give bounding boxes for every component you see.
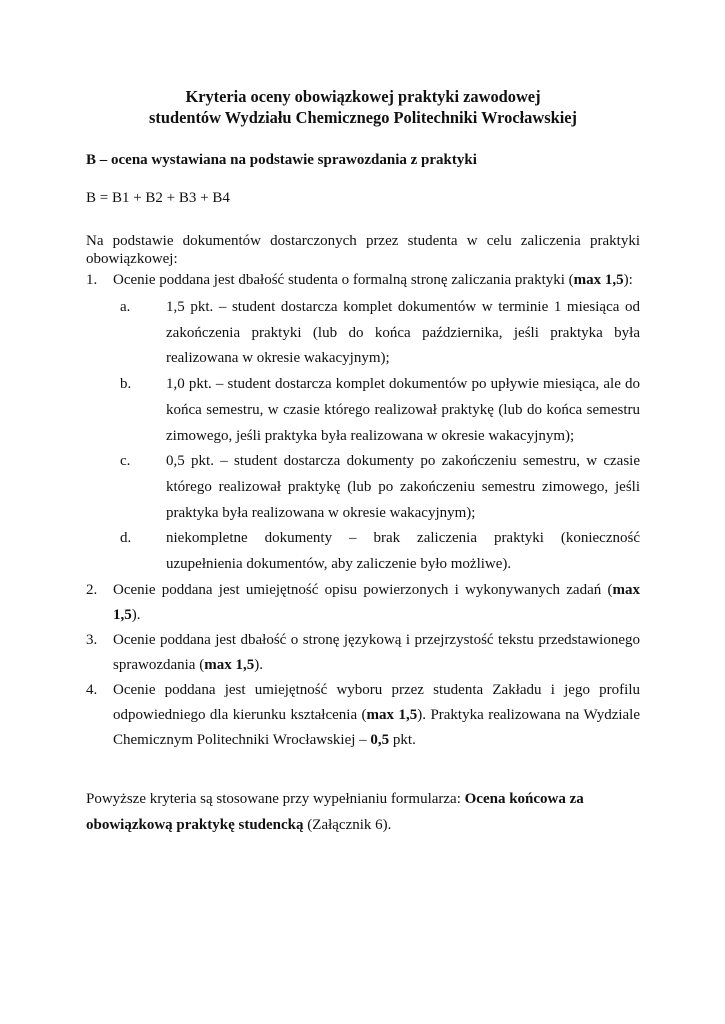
- document-page: [86, 86, 640, 838]
- closing-suffix: (Załącznik 6).: [303, 816, 392, 833]
- sub-criteria-list: [113, 295, 640, 578]
- item-text: Ocenie poddana jest dbałość o stronę językową i przejrzystość tekstu przedstawionego sprawozdania (: [113, 631, 640, 673]
- sub-item-letter: b.: [120, 376, 132, 393]
- formula: B = B1 + B2 + B3 + B4: [86, 190, 230, 206]
- sub-item-text: 1,5 pkt. – student dostarcza komplet dokumentów w terminie 1 miesiąca od zakończenia praktyki (lub do końca października, jeśli praktyka była realizowana w okresie wakacyjnym);: [166, 299, 640, 367]
- item-max-points: max 1,5: [204, 656, 255, 673]
- item-text: Ocenie poddana jest umiejętność opisu powierzonych i wykonywanych zadań (: [113, 581, 613, 598]
- sub-item-letter: a.: [120, 299, 131, 315]
- item-max-points: max 1,5: [113, 581, 640, 623]
- item-number: 3.: [86, 631, 98, 648]
- sub-item-a: [113, 295, 640, 372]
- item-suffix: ):: [623, 272, 633, 288]
- sub-item-text: 0,5 pkt. – student dostarcza dokumenty po zakończeniu semestru, w czasie którego realizował praktykę (lub po zakończeniu semestru zimowego, jeśli praktyka była realizowana w okresie wakacyjnym);: [166, 453, 640, 521]
- item-number: 4.: [86, 681, 98, 698]
- closing-text: Powyższe kryteria są stosowane przy wypełnianiu formularza:: [86, 790, 465, 807]
- item-number: 1.: [86, 272, 98, 288]
- criteria-item-1: [86, 268, 640, 578]
- criteria-list: [86, 268, 640, 753]
- sub-item-text: niekompletne dokumenty – brak zaliczenia praktyki (konieczność uzupełnienia dokumentów, aby zaliczenie było możliwe).: [166, 530, 640, 573]
- sub-item-c: [113, 449, 640, 526]
- item-text: Ocenie poddana jest dbałość studenta o formalną stronę zaliczania praktyki (: [113, 272, 574, 288]
- item-suffix: ).: [131, 606, 141, 623]
- title-line-1: Kryteria oceny obowiązkowej praktyki zawodowej: [185, 87, 541, 106]
- sub-item-d: [113, 526, 640, 577]
- sub-item-letter: c.: [120, 453, 131, 470]
- criteria-item-2: [86, 578, 640, 628]
- item-suffix: ). Praktyka realizowana na Wydziale Chemicznym Politechniki Wrocławskiej –: [113, 706, 641, 748]
- item-number: 2.: [86, 581, 98, 598]
- item-max-points: max 1,5: [573, 272, 624, 288]
- document-title: [86, 86, 640, 128]
- intro-paragraph: Na podstawie dokumentów dostarczonych przez studenta w celu zaliczenia praktyki obowiązkowej:: [86, 233, 640, 267]
- item-bonus-points: 0,5: [370, 731, 390, 748]
- closing-paragraph: [86, 786, 640, 838]
- item-suffix-2: pkt.: [389, 731, 416, 748]
- title-line-2: studentów Wydziału Chemicznego Politechniki Wrocławskiej: [149, 108, 577, 127]
- sub-item-text: 1,0 pkt. – student dostarcza komplet dokumentów po upływie miesiąca, ale do końca semestru, w czasie którego realizował praktykę (lub do końca semestru zimowego, jeśli praktyka była realizowana w okresie wakacyjnym);: [166, 376, 640, 444]
- closing-form-name: Ocena końcowa za obowiązkową praktykę studencką: [86, 790, 584, 833]
- section-heading: B – ocena wystawiana na podstawie sprawozdania z praktyki: [86, 152, 477, 168]
- item-suffix: ).: [254, 656, 263, 673]
- criteria-item-4: [86, 678, 640, 753]
- sub-item-letter: d.: [120, 530, 132, 547]
- item-max-points: max 1,5: [366, 706, 418, 723]
- item-text: Ocenie poddana jest umiejętność wyboru przez studenta Zakładu i jego profilu odpowiedniego dla kierunku kształcenia (: [113, 681, 640, 723]
- criteria-item-3: [86, 628, 640, 678]
- sub-item-b: [113, 372, 640, 449]
